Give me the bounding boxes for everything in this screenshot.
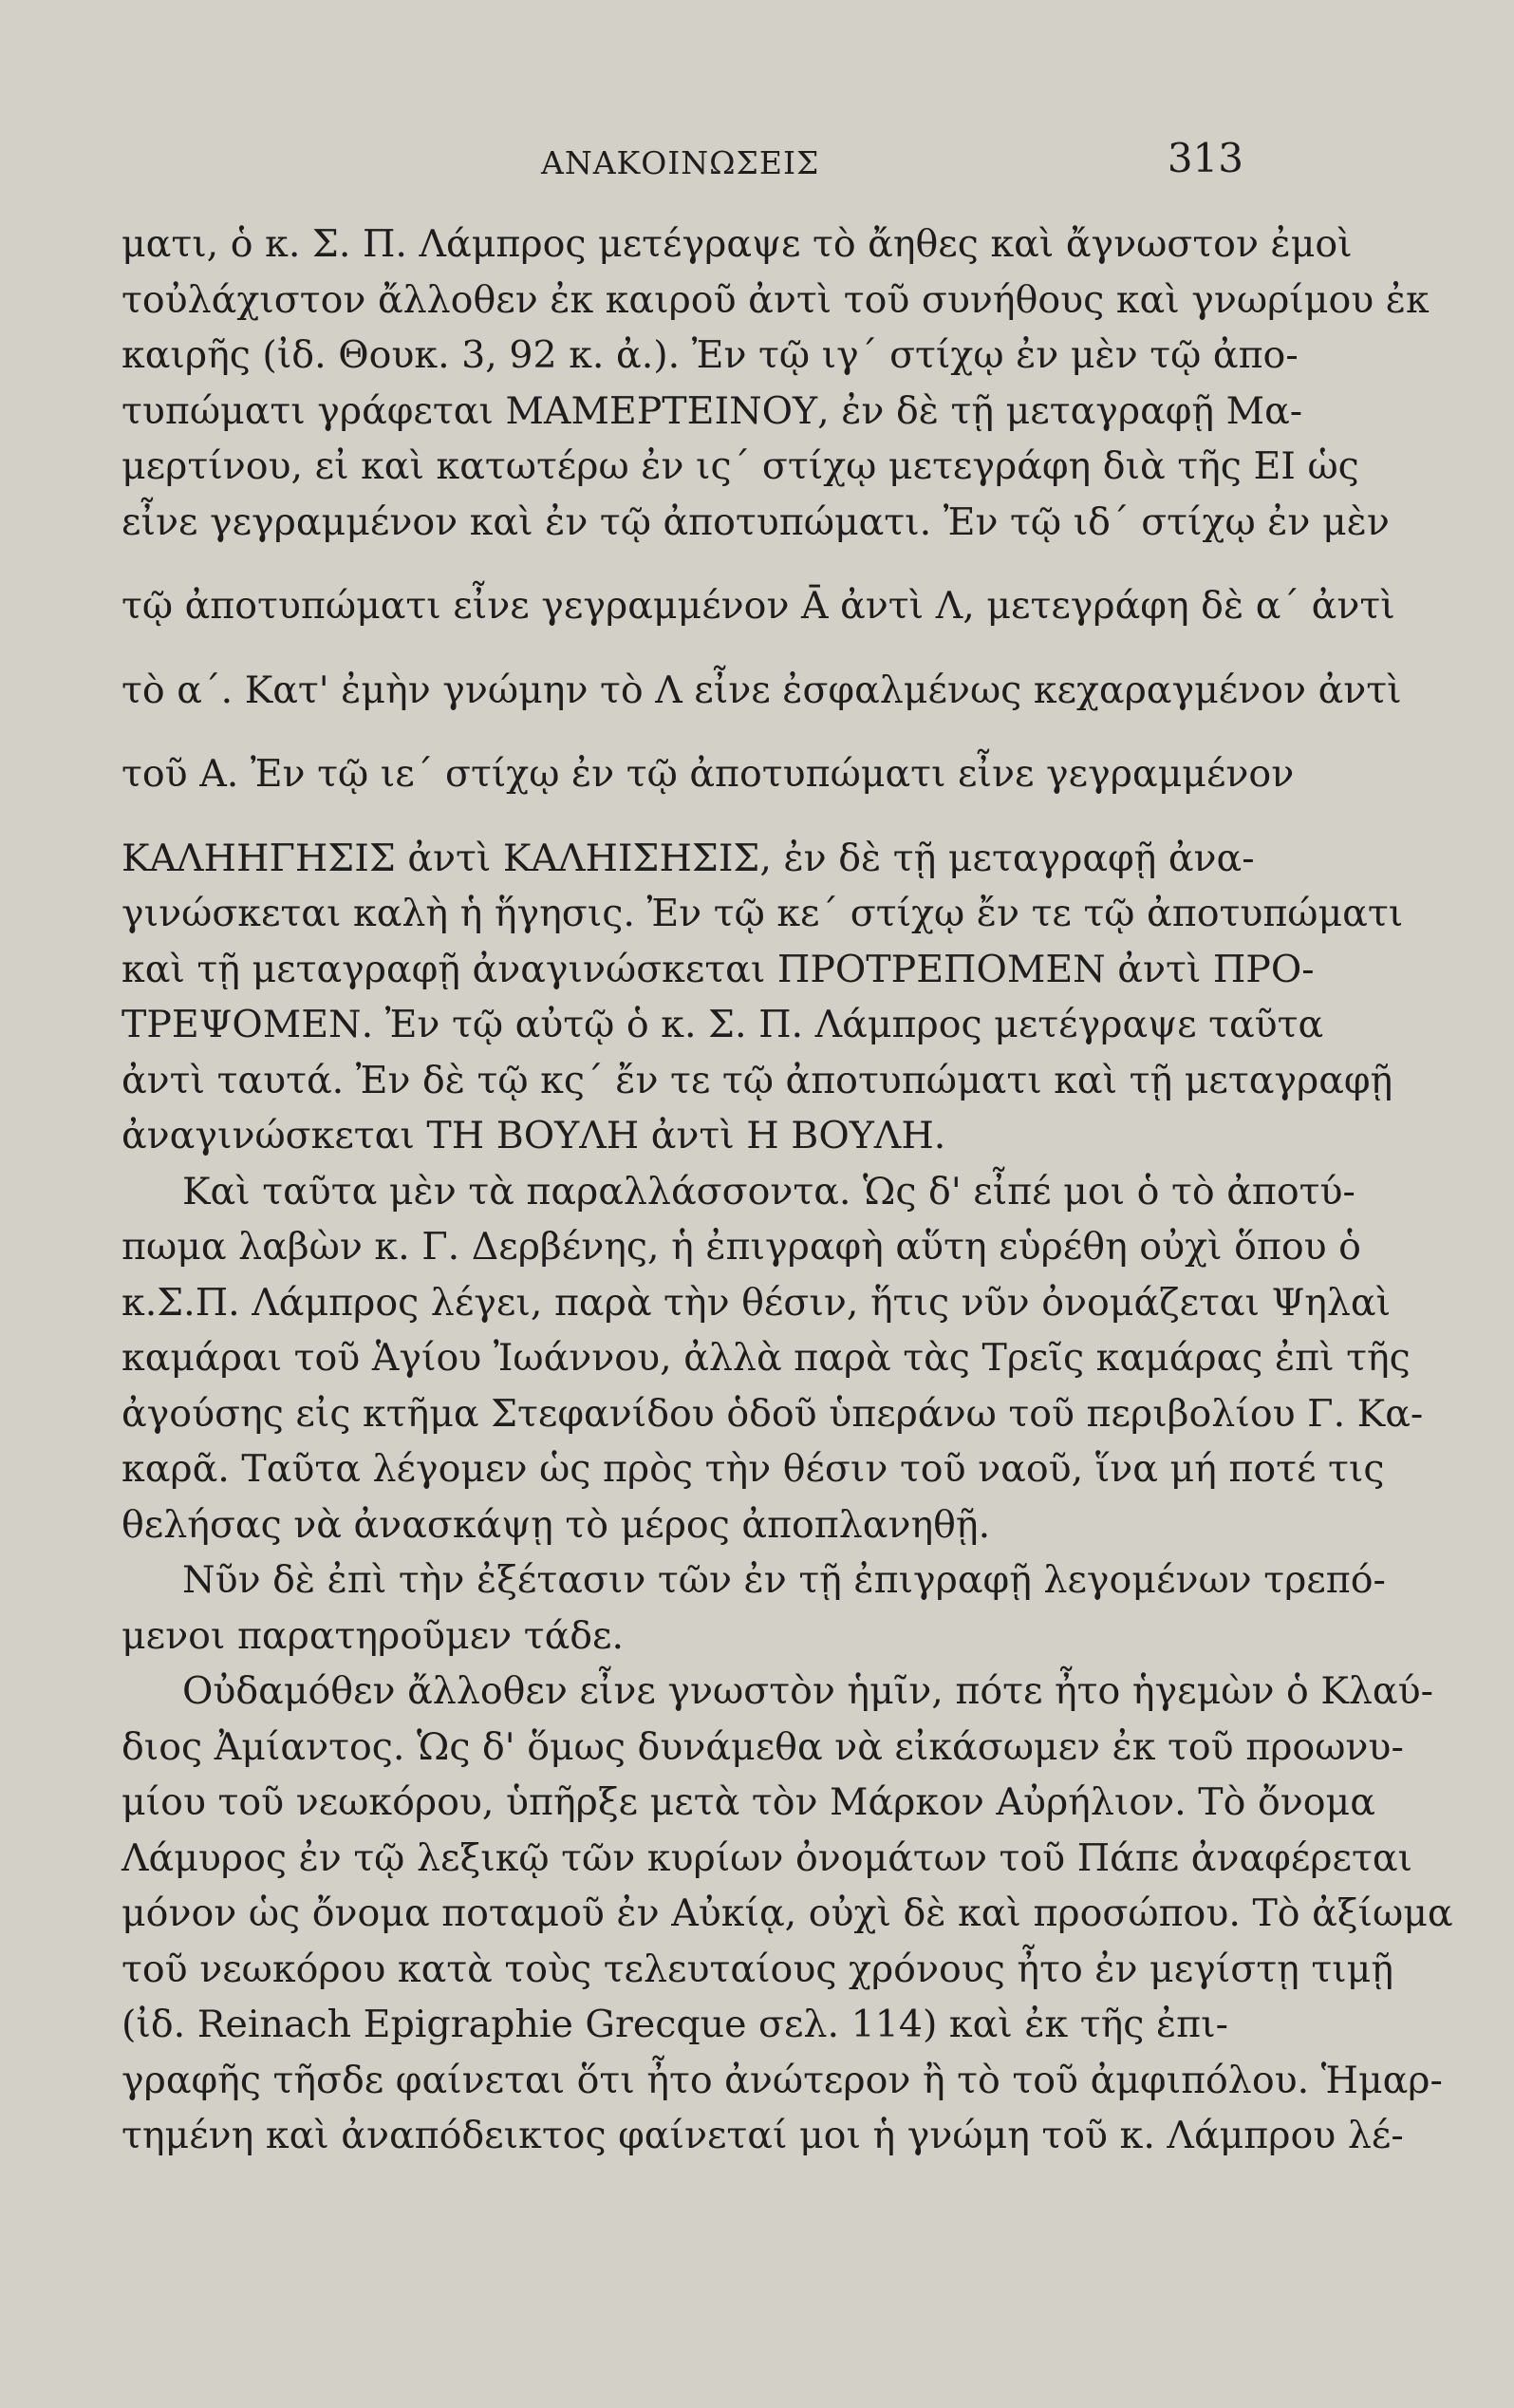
text-line: θελήσας νὰ ἀνασκάψῃ τὸ μέρος ἀποπλανηθῇ. bbox=[121, 1502, 991, 1547]
text-line: ἀναγινώσκεται ΤΗ ΒΟΥΛΗ ἀντὶ Η ΒΟΥΛΗ. bbox=[121, 1114, 946, 1157]
page-body-text bbox=[121, 216, 1453, 2164]
page-header bbox=[123, 135, 1243, 192]
text-line: τοῦ νεωκόρου κατὰ τοὺς τελευταίους χρόνους ἦτο ἐν μεγίστῃ τιμῇ bbox=[121, 1947, 1393, 1991]
text-line: γινώσκεται καλὴ ἡ ἥγησις. Ἐν τῷ κε΄ στίχῳ ἔν τε τῷ ἀποτυπώματι bbox=[121, 892, 1404, 935]
text-line: εἶνε γεγραμμένον καὶ ἐν τῷ ἀποτυπώματι. Ἐν τῷ ιδ΄ στίχῳ ἐν μὲν bbox=[121, 499, 1390, 544]
text-line: τοὐλάχιστον ἄλλοθεν ἐκ καιροῦ ἀντὶ τοῦ συνήθους καὶ γνωρίμου ἐκ bbox=[121, 277, 1430, 322]
text-line: καρᾶ. Ταῦτα λέγομεν ὡς πρὸς τὴν θέσιν τοῦ ναοῦ, ἵνα μή ποτέ τις bbox=[121, 1447, 1385, 1491]
text-line: τὸ α΄. Κατ' ἐμὴν γνώμην τὸ Λ εἶνε ἐσφαλμένως κεχαραγμένον ἀντὶ bbox=[121, 668, 1402, 712]
text-line: ματι, ὁ κ. Σ. Π. Λάμπρος μετέγραψε τὸ ἄηθες καὶ ἄγνωστον ἐμοὶ bbox=[121, 222, 1353, 266]
text-line: πωμα λαβὼν κ. Γ. Δερβένης, ἡ ἐπιγραφὴ αὕτη εὑρέθη οὐχὶ ὅπου ὁ bbox=[121, 1225, 1361, 1269]
text-line: ἀντὶ ταυτά. Ἐν δὲ τῷ κς΄ ἔν τε τῷ ἀποτυπώματι καὶ τῇ μεταγραφῇ bbox=[121, 1058, 1393, 1102]
page-number: 313 bbox=[1167, 135, 1243, 181]
running-title: ΑΝΑΚΟΙΝΩΣΕΙΣ bbox=[541, 144, 820, 181]
text-line: ἀγούσης εἰς κτῆμα Στεφανίδου ὁδοῦ ὑπεράνω τοῦ περιβολίου Γ. Κα- bbox=[121, 1391, 1424, 1436]
text-line: γραφῆς τῆσδε φαίνεται ὅτι ἦτο ἀνώτερον ἢ τὸ τοῦ ἀμφιπόλου. Ἡμαρ- bbox=[121, 2058, 1443, 2102]
text-line: ΤΡΕΨΟΜΕΝ. Ἐν τῷ αὐτῷ ὁ κ. Σ. Π. Λάμπρος μετέγραψε ταῦτα bbox=[121, 1003, 1324, 1046]
text-line: ΚΑΛΗΗΓΗΣΙΣ ἀντὶ ΚΑΛΗΙΣΗΣΙΣ, ἐν δὲ τῇ μεταγραφῇ ἀνα- bbox=[121, 836, 1255, 880]
paragraph-start-line: Οὐδαμόθεν ἄλλοθεν εἶνε γνωστὸν ἡμῖν, πότε ἦτο ἡγεμὼν ὁ Κλαύ- bbox=[182, 1669, 1433, 1713]
text-line: τυπώματι γράφεται ΜΑΜΕΡΤΕΙΝΟΥ, ἐν δὲ τῇ μεταγραφῇ Μα- bbox=[121, 388, 1303, 433]
paragraph-start-line: Καὶ ταῦτα μὲν τὰ παραλλάσσοντα. Ὡς δ' εἶπέ μοι ὁ τὸ ἀποτύ- bbox=[182, 1169, 1355, 1213]
text-line: τῷ ἀποτυπώματι εἶνε γεγραμμένον Ā ἀντὶ Λ, μετεγράφη δὲ α΄ ἀντὶ bbox=[121, 584, 1395, 628]
text-line: μερτίνου, εἰ καὶ κατωτέρω ἐν ις΄ στίχῳ μετεγράφη διὰ τῆς ΕΙ ὡς bbox=[121, 444, 1359, 488]
text-line: (ἰδ. Reinach Epigraphie Grecque σελ. 114) καὶ ἐκ τῆς ἐπι- bbox=[121, 2003, 1228, 2046]
text-line: Λάμυρος ἐν τῷ λεξικῷ τῶν κυρίων ὀνομάτων τοῦ Πάπε ἀναφέρεται bbox=[121, 1835, 1412, 1880]
text-line: τημένη καὶ ἀναπόδεικτος φαίνεταί μοι ἡ γνώμη τοῦ κ. Λάμπρου λέ- bbox=[121, 2114, 1404, 2157]
text-line: διος Ἀμίαντος. Ὡς δ' ὅμως δυνάμεθα νὰ εἰκάσωμεν ἐκ τοῦ προωνυ- bbox=[121, 1724, 1404, 1769]
text-line: καμάραι τοῦ Ἁγίου Ἰωάννου, ἀλλὰ παρὰ τὰς Τρεῖς καμάρας ἐπὶ τῆς bbox=[121, 1336, 1411, 1380]
text-line: μίου τοῦ νεωκόρου, ὑπῆρξε μετὰ τὸν Μάρκον Αὐρήλιον. Τὸ ὄνομα bbox=[121, 1780, 1375, 1824]
text-line: καιρῆς (ἰδ. Θουκ. 3, 92 κ. ἀ.). Ἐν τῷ ιγ΄ στίχῳ ἐν μὲν τῷ ἀπο- bbox=[121, 333, 1299, 377]
text-line: μόνον ὡς ὄνομα ποταμοῦ ἐν Αὐκίᾳ, οὐχὶ δὲ καὶ προσώπου. Τὸ ἀξίωμα bbox=[121, 1891, 1453, 1935]
text-line: μενοι παρατηροῦμεν τάδε. bbox=[121, 1613, 625, 1658]
text-line: κ.Σ.Π. Λάμπρος λέγει, παρὰ τὴν θέσιν, ἥτις νῦν ὀνομάζεται Ψηλαὶ bbox=[121, 1280, 1392, 1325]
paragraph-start-line: Νῦν δὲ ἐπὶ τὴν ἐξέτασιν τῶν ἐν τῇ ἐπιγραφῇ λεγομένων τρεπό- bbox=[182, 1558, 1386, 1602]
text-line: καὶ τῇ μεταγραφῇ ἀναγινώσκεται ΠΡΟΤΡΕΠΟΜΕΝ ἀντὶ ΠΡΟ- bbox=[121, 947, 1315, 991]
text-line: τοῦ Α. Ἐν τῷ ιε΄ στίχῳ ἐν τῷ ἀποτυπώματι εἶνε γεγραμμένον bbox=[121, 752, 1295, 796]
